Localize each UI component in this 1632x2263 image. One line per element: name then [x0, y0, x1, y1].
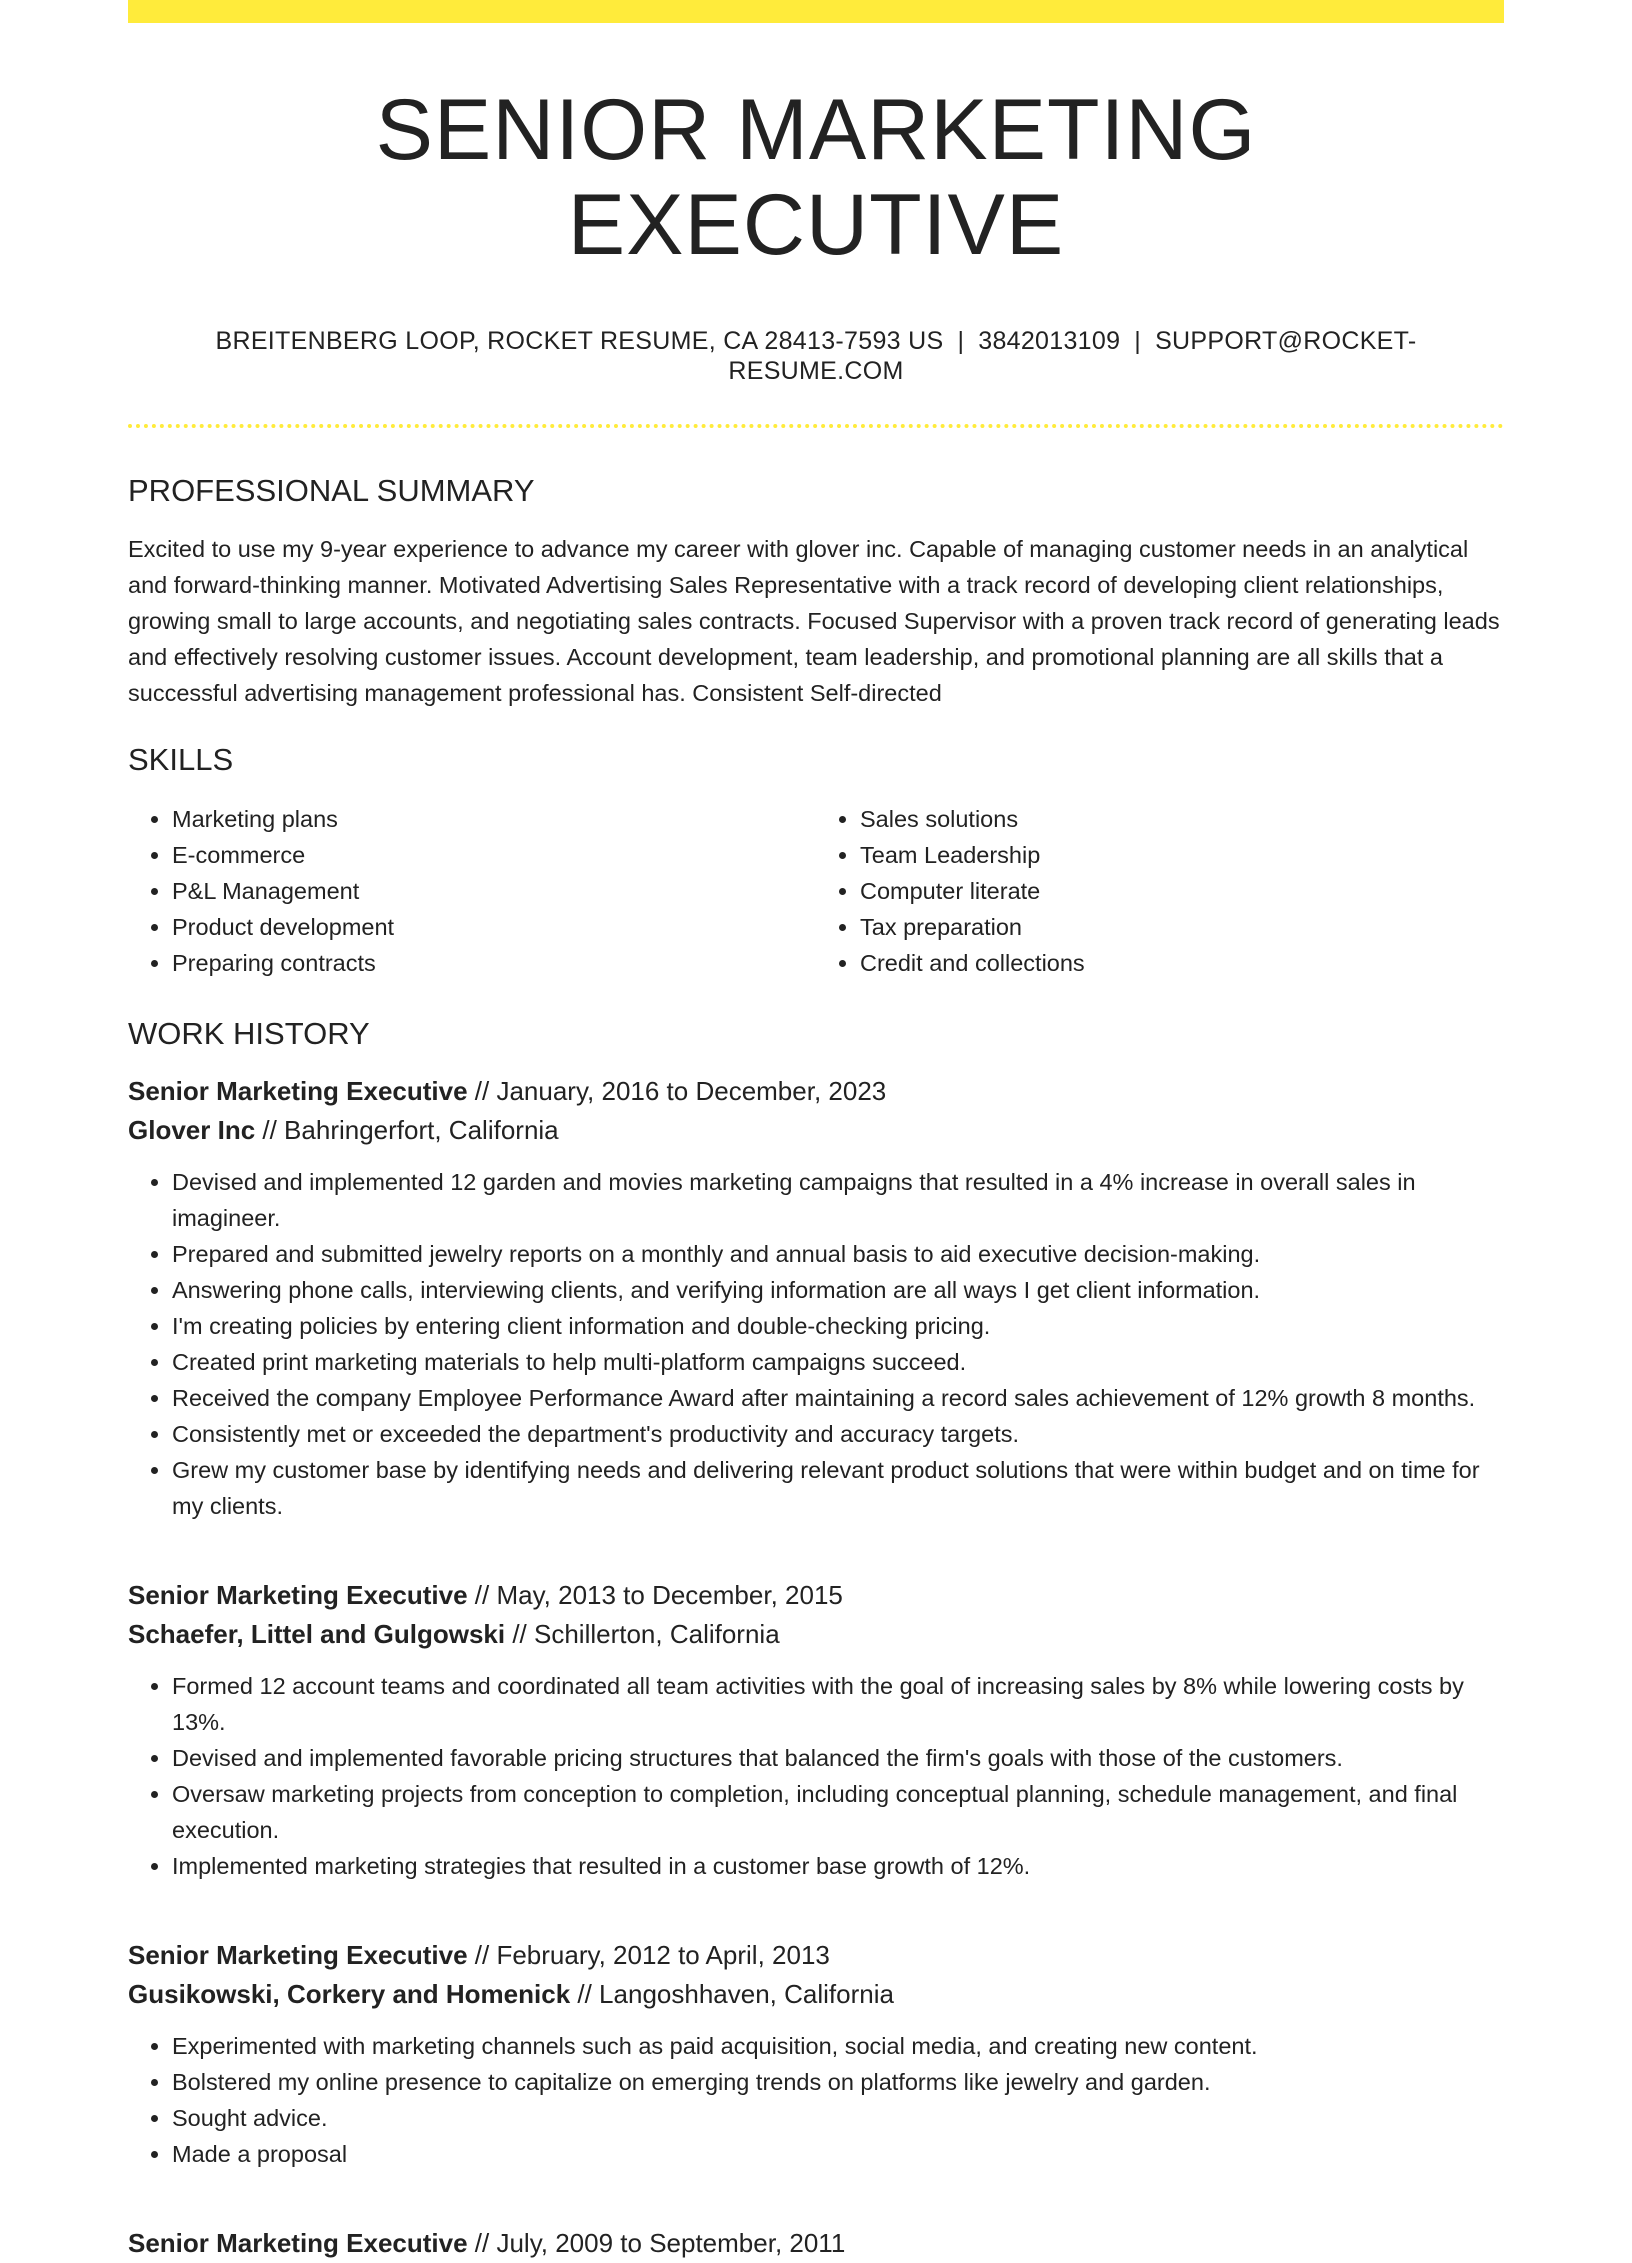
- skill-item: • P&L Management: [172, 873, 816, 909]
- job-title: Senior Marketing Executive: [128, 1939, 468, 1970]
- job-bullet: • Experimented with marketing channels such as paid acquisition, social media, and creating new content.: [172, 2028, 1504, 2064]
- job-entry: [128, 1072, 1504, 1524]
- job-dates: // July, 2009 to September, 2011: [474, 2227, 846, 2258]
- skill-item: • Sales solutions: [860, 801, 1504, 837]
- skills-column-right: [816, 801, 1504, 981]
- contact-address: BREITENBERG LOOP, ROCKET RESUME, CA 28413-7593 US: [215, 327, 944, 356]
- job-bullet: • Oversaw marketing projects from conception to completion, including conceptual planning, schedule management, and final execution.: [172, 1776, 1504, 1848]
- job-title-line: [128, 1072, 1504, 1111]
- skills-grid: [128, 801, 1504, 981]
- skill-item: • Tax preparation: [860, 909, 1504, 945]
- skills-heading: SKILLS: [128, 742, 234, 778]
- job-bullet: • Created print marketing materials to help multi-platform campaigns succeed.: [172, 1344, 1504, 1380]
- skill-item: • Computer literate: [860, 873, 1504, 909]
- job-bullets: [128, 1164, 1504, 1524]
- job-bullets: [128, 2028, 1504, 2172]
- job-location: // Schillerton, California: [512, 1618, 780, 1649]
- skills-section: [128, 741, 1504, 980]
- job-title-line: [128, 2224, 1504, 2263]
- job-location: // Bahringerfort, California: [262, 1114, 559, 1145]
- job-location: // Langoshhaven, California: [577, 1978, 894, 2009]
- job-bullet: • Grew my customer base by identifying needs and delivering relevant product solutions that were within budget and on time for my clients.: [172, 1452, 1504, 1524]
- work-history-heading: WORK HISTORY: [128, 1015, 370, 1051]
- skill-item: • Team Leadership: [860, 837, 1504, 873]
- job-bullet: • Implemented marketing strategies that resulted in a customer base growth of 12%.: [172, 1848, 1504, 1884]
- job-bullet: • Bolstered my online presence to capitalize on emerging trends on platforms like jewelry and garden.: [172, 2064, 1504, 2100]
- job-bullet: • Consistently met or exceeded the department's productivity and accuracy targets.: [172, 1416, 1504, 1452]
- contact-phone: 3842013109: [978, 327, 1121, 356]
- skill-item: • Product development: [172, 909, 816, 945]
- job-bullet: • Received the company Employee Performance Award after maintaining a record sales achievement of 12% growth 8 months.: [172, 1380, 1504, 1416]
- job-bullets: [128, 1668, 1504, 1884]
- accent-top-bar: [128, 0, 1504, 23]
- job-bullet: • Sought advice.: [172, 2100, 1504, 2136]
- job-dates: // February, 2012 to April, 2013: [474, 1939, 830, 1970]
- contact-separator: |: [1134, 327, 1142, 356]
- job-entry: [128, 1936, 1504, 2172]
- job-bullet: • Prepared and submitted jewelry reports on a monthly and annual basis to aid executive decision-making.: [172, 1236, 1504, 1272]
- job-bullet: • Formed 12 account teams and coordinated all team activities with the goal of increasing sales by 8% while lowering costs by 13%.: [172, 1668, 1504, 1740]
- job-title: Senior Marketing Executive: [128, 1075, 468, 1106]
- job-company-line: [128, 1975, 1504, 2014]
- resume-title: SENIOR MARKETING EXECUTIVE: [375, 82, 1257, 273]
- skill-item: • Marketing plans: [172, 801, 816, 837]
- job-title: Senior Marketing Executive: [128, 1579, 468, 1610]
- job-title: Senior Marketing Executive: [128, 2227, 468, 2258]
- job-company: Glover Inc: [128, 1114, 256, 1145]
- skill-item: • E-commerce: [172, 837, 816, 873]
- job-bullet: • Answering phone calls, interviewing clients, and verifying information are all ways I get client information.: [172, 1272, 1504, 1308]
- job-entry: [128, 2224, 1504, 2263]
- summary-section: [128, 472, 1504, 711]
- dotted-divider: [128, 424, 1504, 428]
- job-bullet: • Made a proposal: [172, 2136, 1504, 2172]
- skill-item: • Credit and collections: [860, 945, 1504, 981]
- job-dates: // January, 2016 to December, 2023: [474, 1075, 887, 1106]
- work-history-section: [128, 1015, 1504, 2263]
- job-company-line: [128, 1615, 1504, 1654]
- resume-page: [128, 0, 1504, 2263]
- skill-item: • Preparing contracts: [172, 945, 816, 981]
- job-company: Schaefer, Littel and Gulgowski: [128, 1618, 506, 1649]
- job-title-line: [128, 1576, 1504, 1615]
- job-bullet: • Devised and implemented favorable pricing structures that balanced the firm's goals with those of the customers.: [172, 1740, 1504, 1776]
- job-entry: [128, 1576, 1504, 1884]
- job-bullet: • Devised and implemented 12 garden and movies marketing campaigns that resulted in a 4% increase in overall sales in imagineer.: [172, 1164, 1504, 1236]
- job-bullet: • I'm creating policies by entering client information and double-checking pricing.: [172, 1308, 1504, 1344]
- contact-email: SUPPORT@ROCKET-RESUME.COM: [728, 327, 1417, 386]
- job-company-line: [128, 1111, 1504, 1150]
- job-title-line: [128, 1936, 1504, 1975]
- contact-separator: |: [957, 327, 965, 356]
- summary-heading: PROFESSIONAL SUMMARY: [128, 473, 535, 509]
- job-company: Gusikowski, Corkery and Homenick: [128, 1978, 571, 2009]
- skills-column-left: [128, 801, 816, 981]
- contact-line: [128, 326, 1504, 386]
- summary-text: Excited to use my 9-year experience to advance my career with glover inc. Capable of managing customer needs in an analytical and forward-thinking manner. Motivated Advertising Sales Representative with a track record of developing client relationships, growing small to large accounts, and negotiating sales contracts. Focused Supervisor with a proven track record of generating leads and effectively resolving customer issues. Account development, team leadership, and promotional planning are all skills that a successful advertising management professional has. Consistent Self-directed: [128, 536, 1500, 707]
- job-dates: // May, 2013 to December, 2015: [474, 1579, 843, 1610]
